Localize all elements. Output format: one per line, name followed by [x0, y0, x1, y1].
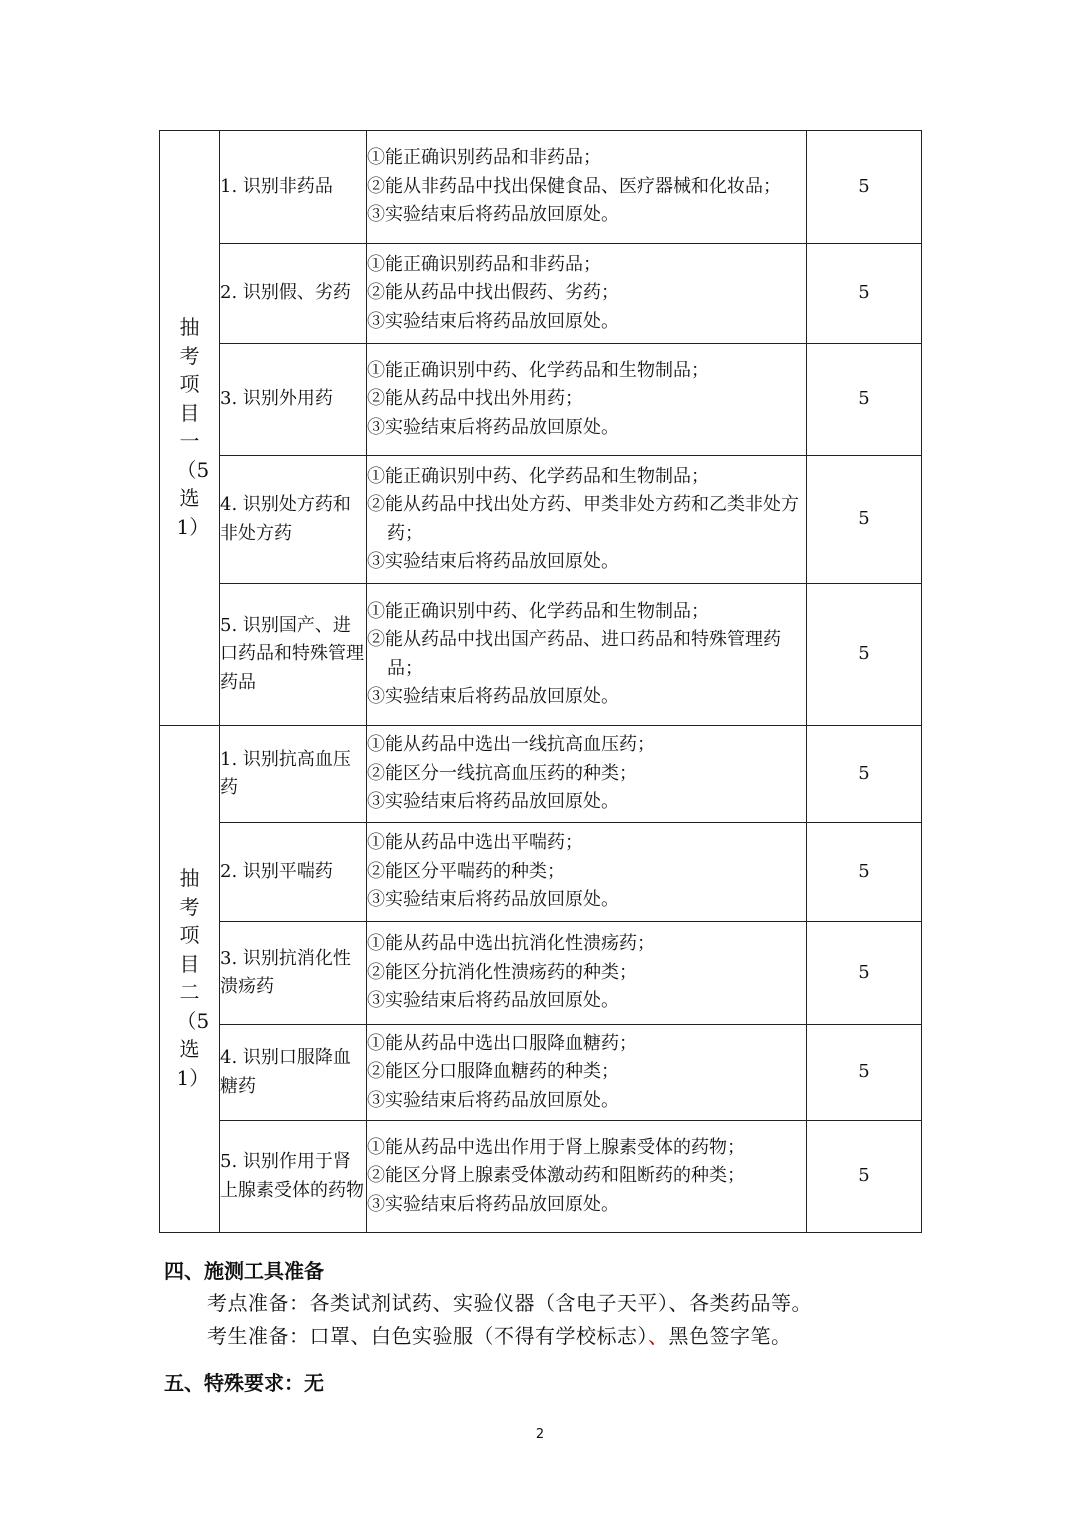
requirement-line: ②能从药品中找出外用药； — [367, 388, 583, 410]
requirement-line: ③实验结束后将药品放回原处。 — [367, 889, 619, 911]
table-row — [160, 584, 922, 726]
section5-title: 五、特殊要求：无 — [164, 1371, 324, 1395]
item-name: 3. 识别外用药 — [220, 344, 367, 456]
score-cell: 5 — [807, 726, 922, 823]
requirement-line: ①能从药品中选出一线抗高血压药； — [367, 734, 655, 756]
group-label: 抽考项目一（5选1） — [176, 315, 210, 539]
requirements-cell — [367, 1025, 807, 1121]
candidate-preparation-tail: 黑色签字笔。 — [668, 1324, 792, 1348]
requirement-line: ①能正确识别药品和非药品； — [367, 147, 601, 169]
assessment-table-body — [160, 131, 922, 1233]
requirements-cell — [367, 922, 807, 1025]
score-cell: 5 — [807, 1025, 922, 1121]
score-cell: 5 — [807, 344, 922, 456]
requirement-line: ②能从药品中找出处方药、甲类非处方药和乙类非处方药； — [367, 494, 799, 544]
candidate-preparation — [207, 1320, 792, 1349]
score-cell: 5 — [807, 456, 922, 584]
requirements-cell — [367, 456, 807, 584]
requirements-cell — [367, 726, 807, 823]
requirement-line: ③实验结束后将药品放回原处。 — [367, 791, 619, 813]
item-name: 1. 识别抗高血压药 — [220, 726, 367, 823]
requirements-cell — [367, 584, 807, 726]
table-row — [160, 922, 922, 1025]
group-cell — [160, 131, 220, 726]
item-name: 2. 识别假、劣药 — [220, 244, 367, 344]
table-row — [160, 1025, 922, 1121]
requirement-line: ①能从药品中选出口服降血糖药； — [367, 1032, 637, 1054]
requirement-line: ③实验结束后将药品放回原处。 — [367, 204, 619, 226]
item-name: 1. 识别非药品 — [220, 131, 367, 244]
requirement-line: ②能区分口服降血糖药的种类； — [367, 1061, 619, 1083]
requirement-line: ③实验结束后将药品放回原处。 — [367, 686, 619, 707]
requirement-line: ①能正确识别中药、化学药品和生物制品； — [367, 359, 709, 381]
candidate-preparation-separator: 、 — [648, 1324, 669, 1348]
requirement-line: ③实验结束后将药品放回原处。 — [367, 416, 619, 438]
requirement-line: ③实验结束后将药品放回原处。 — [367, 310, 619, 332]
group-cell — [160, 726, 220, 1233]
score-cell: 5 — [807, 1121, 922, 1233]
item-name: 4. 识别口服降血糖药 — [220, 1025, 367, 1121]
requirement-line: ①能从药品中选出平喘药； — [367, 832, 583, 854]
requirement-line: ②能从药品中找出国产药品、进口药品和特殊管理药品； — [367, 629, 781, 679]
requirement-line: ③实验结束后将药品放回原处。 — [367, 990, 619, 1012]
table-row — [160, 456, 922, 584]
venue-preparation: 考点准备：各类试剂试药、实验仪器（含电子天平）、各类药品等。 — [207, 1291, 812, 1315]
table-row — [160, 131, 922, 244]
score-cell: 5 — [807, 584, 922, 726]
item-name: 5. 识别国产、进口药品和特殊管理药品 — [220, 584, 367, 726]
candidate-preparation-main: 考生准备：口罩、白色实验服（不得有学校标志） — [207, 1324, 648, 1348]
requirements-cell — [367, 244, 807, 344]
section4-title: 四、施测工具准备 — [164, 1259, 324, 1283]
item-name: 3. 识别抗消化性溃疡药 — [220, 922, 367, 1025]
requirements-cell — [367, 344, 807, 456]
requirements-cell — [367, 1121, 807, 1233]
requirement-line: ①能从药品中选出作用于肾上腺素受体的药物； — [367, 1136, 745, 1158]
item-name: 2. 识别平喘药 — [220, 823, 367, 922]
requirement-line: ②能从非药品中找出保健食品、医疗器械和化妆品； — [367, 175, 781, 197]
assessment-table — [159, 130, 922, 1233]
page-number: 2 — [535, 1427, 545, 1442]
table-row — [160, 1121, 922, 1233]
score-cell: 5 — [807, 922, 922, 1025]
requirement-line: ①能正确识别中药、化学药品和生物制品； — [367, 600, 709, 622]
requirement-line: ③实验结束后将药品放回原处。 — [367, 1193, 619, 1215]
requirement-line: ①能从药品中选出抗消化性溃疡药； — [367, 933, 655, 955]
table-row — [160, 244, 922, 344]
item-name: 4. 识别处方药和非处方药 — [220, 456, 367, 584]
score-cell: 5 — [807, 131, 922, 244]
table-row — [160, 823, 922, 922]
item-name: 5. 识别作用于肾上腺素受体的药物 — [220, 1121, 367, 1233]
requirement-line: ②能区分一线抗高血压药的种类； — [367, 762, 637, 784]
requirement-line: ③实验结束后将药品放回原处。 — [367, 551, 619, 572]
requirement-line: ①能正确识别中药、化学药品和生物制品； — [367, 465, 709, 487]
requirement-line: ②能区分肾上腺素受体激动药和阻断药的种类； — [367, 1165, 745, 1187]
requirements-cell — [367, 823, 807, 922]
requirement-line: ②能区分抗消化性溃疡药的种类； — [367, 961, 637, 983]
score-cell: 5 — [807, 244, 922, 344]
requirements-cell — [367, 131, 807, 244]
requirement-line: ③实验结束后将药品放回原处。 — [367, 1089, 619, 1111]
table-row — [160, 726, 922, 823]
score-cell: 5 — [807, 823, 922, 922]
table-row — [160, 344, 922, 456]
requirement-line: ②能区分平喘药的种类； — [367, 860, 565, 882]
requirement-line: ①能正确识别药品和非药品； — [367, 253, 601, 275]
group-label: 抽考项目二（5选1） — [176, 866, 210, 1090]
requirement-line: ②能从药品中找出假药、劣药； — [367, 282, 619, 304]
